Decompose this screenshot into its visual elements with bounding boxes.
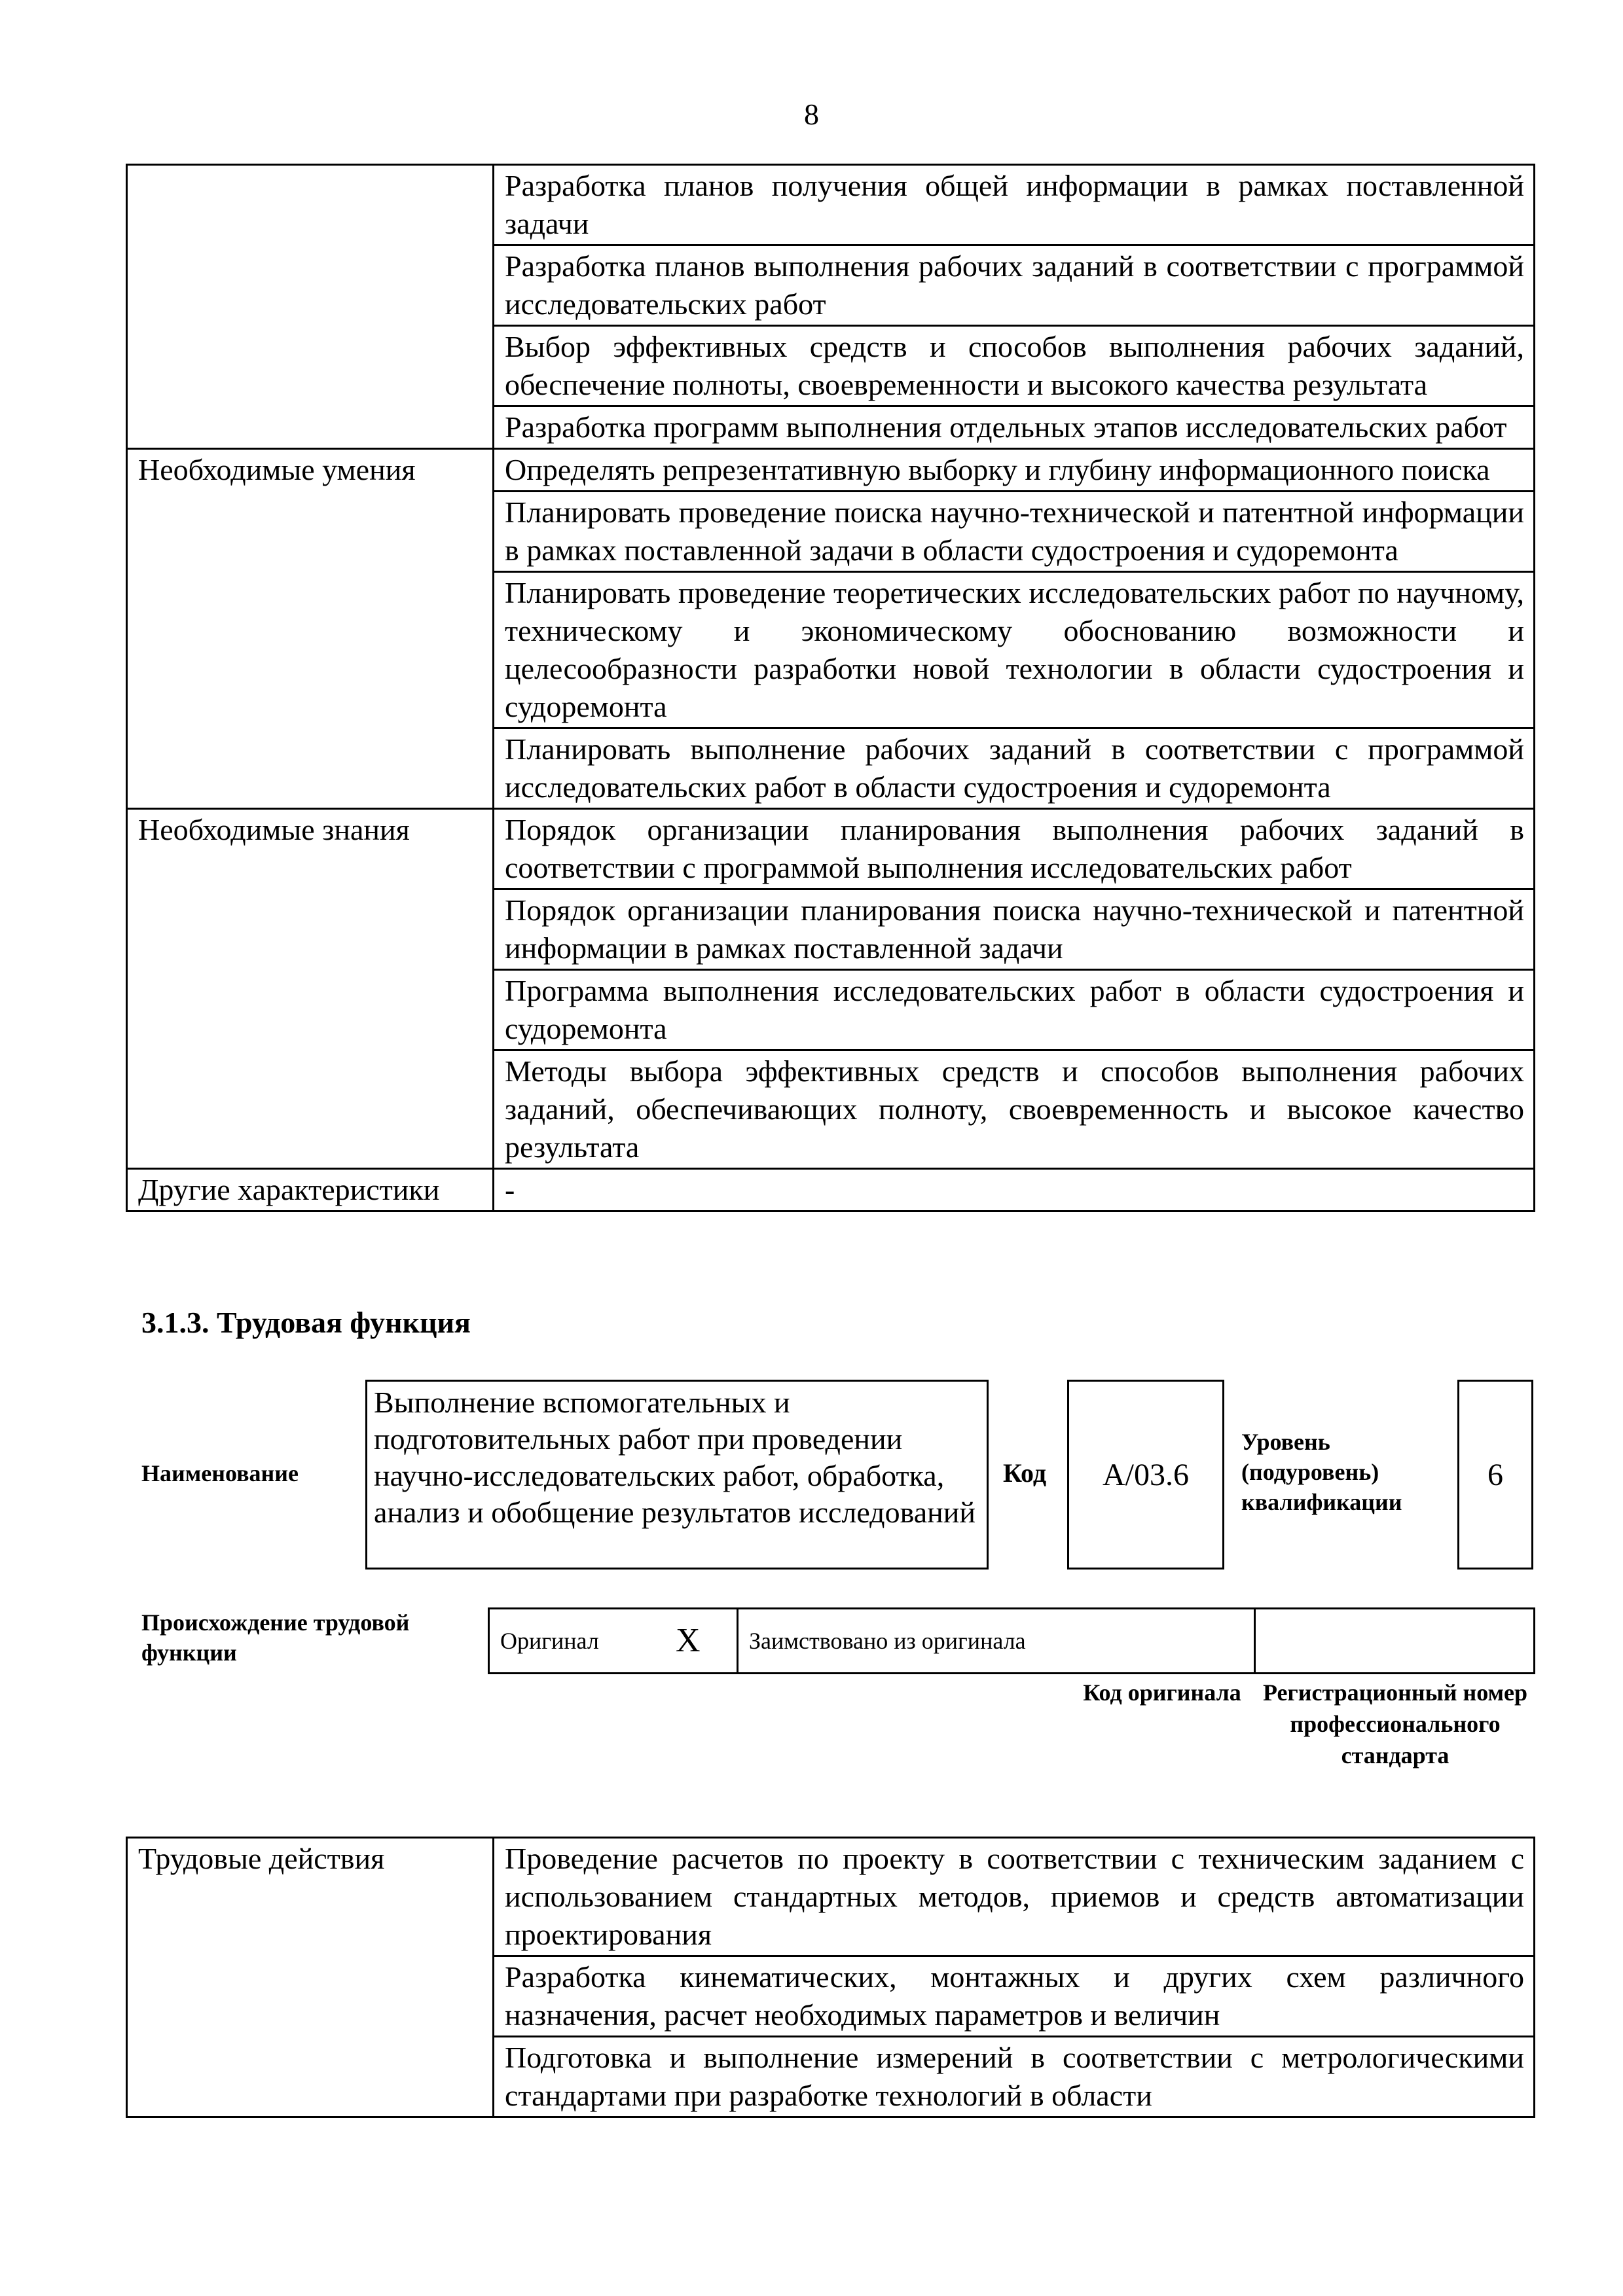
page-number: 8 <box>804 98 819 131</box>
level-label: Уровень (подуровень) квалификации <box>1241 1429 1402 1515</box>
row-text: Методы выбора эффективных средств и способов выполнения рабочих заданий, обеспечивающих полноту, своевременность и высокое качество результата <box>494 1050 1535 1169</box>
code-original-caption: Код оригинала <box>1083 1679 1241 1706</box>
row-text: Программа выполнения исследовательских работ в области судостроения и судоремонта <box>494 970 1535 1050</box>
row-text: Планировать проведение поиска научно-технической и патентной информации в рамках поставленной задачи в области судостроения и судоремонта <box>494 492 1535 572</box>
row-text: Порядок организации планирования выполнения рабочих заданий в соответствии с программой выполнения исследовательских работ <box>494 809 1535 889</box>
other-characteristics-label: Другие характеристики <box>127 1169 494 1211</box>
knowledge-label: Необходимые знания <box>127 809 494 1169</box>
original-mark: X <box>640 1609 738 1674</box>
code-label: Код <box>1003 1458 1047 1488</box>
row-text: - <box>494 1169 1535 1211</box>
origin-label: Происхождение трудовой функции <box>141 1609 410 1666</box>
borrowed-label: Заимствовано из оригинала <box>738 1609 1255 1674</box>
table-row <box>489 1609 1535 1674</box>
row-label <box>127 165 494 449</box>
row-text: Планировать выполнение рабочих заданий в соответствии с программой исследовательских работ в области судостроения и судоремонта <box>494 728 1535 809</box>
skills-label: Необходимые умения <box>127 449 494 809</box>
row-text: Определять репрезентативную выборку и глубину информационного поиска <box>494 449 1535 492</box>
row-text: Разработка кинематических, монтажных и других схем различного назначения, расчет необходимых параметров и величин <box>494 1956 1535 2037</box>
name-label: Наименование <box>141 1460 299 1486</box>
section-heading: 3.1.3. Трудовая функция <box>141 1306 471 1339</box>
origin-table <box>488 1607 1535 1674</box>
row-text: Планировать проведение теоретических исследовательских работ по научному, техническому и экономическому обоснованию возможности и целесообразности разработки новой технологии в области судостроения и судоремонта <box>494 572 1535 728</box>
labor-actions-label: Трудовые действия <box>127 1838 494 2117</box>
table-row <box>127 1169 1535 1211</box>
row-text: Разработка планов выполнения рабочих заданий в соответствии с программой исследовательских работ <box>494 245 1535 326</box>
table-row <box>127 165 1535 245</box>
labor-actions-table <box>126 1837 1535 2118</box>
reg-number-caption: Регистрационный номер профессионального стандарта <box>1262 1679 1528 1768</box>
code-value-box: A/03.6 <box>1067 1380 1224 1570</box>
original-label: Оригинал <box>489 1609 640 1674</box>
row-text: Разработка планов получения общей информации в рамках поставленной задачи <box>494 165 1535 245</box>
function-name-box: Выполнение вспомогательных и подготовительных работ при проведении научно-исследовательских работ, обработка, анализ и обобщение результатов исследований <box>365 1380 989 1570</box>
table-row <box>127 809 1535 889</box>
row-text: Подготовка и выполнение измерений в соответствии с метрологическими стандартами при разработке технологий в области <box>494 2037 1535 2117</box>
table-row <box>127 449 1535 492</box>
competency-table <box>126 164 1535 1212</box>
level-value-box: 6 <box>1457 1380 1533 1570</box>
row-text: Выбор эффективных средств и способов выполнения рабочих заданий, обеспечение полноты, своевременности и высокого качества результата <box>494 326 1535 406</box>
reg-number-cell <box>1255 1609 1535 1674</box>
row-text: Проведение расчетов по проекту в соответствии с техническим заданием с использованием стандартных методов, приемов и средств автоматизации проектирования <box>494 1838 1535 1956</box>
row-text: Порядок организации планирования поиска научно-технической и патентной информации в рамках поставленной задачи <box>494 889 1535 970</box>
row-text: Разработка программ выполнения отдельных этапов исследовательских работ <box>494 406 1535 449</box>
table-row <box>127 1838 1535 1956</box>
